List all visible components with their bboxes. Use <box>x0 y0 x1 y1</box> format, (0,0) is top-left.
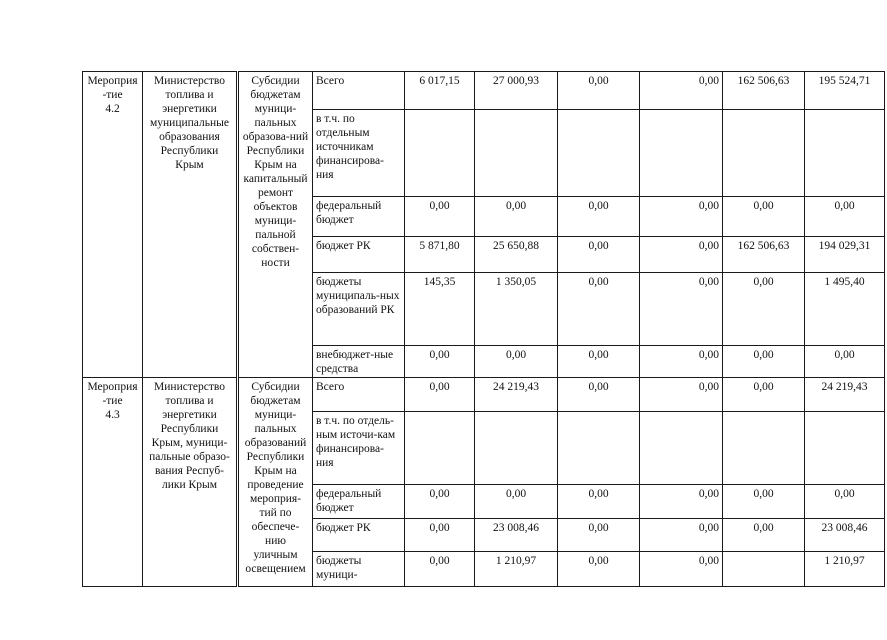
value-cell: 1 210,97 <box>475 552 558 587</box>
value-cell: 0,00 <box>805 485 885 519</box>
value-cell: 0,00 <box>405 346 475 378</box>
value-cell: 0,00 <box>405 197 475 237</box>
value-cell: 0,00 <box>558 346 640 378</box>
source-cell: федеральный бюджет <box>313 485 405 519</box>
value-cell: 162 506,63 <box>723 72 805 110</box>
value-cell: 6 017,15 <box>405 72 475 110</box>
value-cell: 0,00 <box>558 519 640 552</box>
value-cell: 145,35 <box>405 273 475 346</box>
source-cell: бюджет РК <box>313 237 405 273</box>
value-cell <box>475 412 558 485</box>
source-cell: Всего <box>313 378 405 412</box>
value-cell: 0,00 <box>475 485 558 519</box>
value-cell: 0,00 <box>640 552 723 587</box>
source-cell: федеральный бюджет <box>313 197 405 237</box>
value-cell: 0,00 <box>723 197 805 237</box>
value-cell: 0,00 <box>640 346 723 378</box>
value-cell <box>805 412 885 485</box>
description-cell: Субсидии бюджетам муници-пальных образова-ний Республики Крым на капитальный ремонт объектов муници-пальной собствен-ности <box>238 72 313 378</box>
value-cell: 25 650,88 <box>475 237 558 273</box>
value-cell <box>723 110 805 197</box>
value-cell <box>723 552 805 587</box>
value-cell: 24 219,43 <box>805 378 885 412</box>
source-cell: в т.ч. по отдельным источникам финансирова-ния <box>313 110 405 197</box>
value-cell: 0,00 <box>558 552 640 587</box>
description-cell: Субсидии бюджетам муници-пальных образований Республики Крым на проведение мероприя-тий по обеспече-нию уличным освещением <box>238 378 313 587</box>
table-body <box>83 72 885 587</box>
source-cell: внебюджет-ные средства <box>313 346 405 378</box>
value-cell <box>640 110 723 197</box>
value-cell: 1 210,97 <box>805 552 885 587</box>
value-cell <box>558 110 640 197</box>
value-cell: 0,00 <box>723 378 805 412</box>
value-cell: 195 524,71 <box>805 72 885 110</box>
value-cell: 0,00 <box>640 72 723 110</box>
value-cell: 162 506,63 <box>723 237 805 273</box>
value-cell: 0,00 <box>640 519 723 552</box>
value-cell: 0,00 <box>723 346 805 378</box>
value-cell: 0,00 <box>805 346 885 378</box>
value-cell <box>405 412 475 485</box>
source-cell: бюджеты муници- <box>313 552 405 587</box>
value-cell: 0,00 <box>723 519 805 552</box>
budget-table <box>82 71 885 587</box>
source-cell: в т.ч. по отдель-ным источи-кам финансирова-ния <box>313 412 405 485</box>
value-cell: 0,00 <box>640 197 723 237</box>
value-cell <box>405 110 475 197</box>
value-cell: 23 008,46 <box>805 519 885 552</box>
value-cell <box>640 412 723 485</box>
table-row <box>83 72 885 110</box>
value-cell <box>723 412 805 485</box>
value-cell: 0,00 <box>805 197 885 237</box>
value-cell: 0,00 <box>640 237 723 273</box>
source-cell: бюджет РК <box>313 519 405 552</box>
event-id-cell: Мероприя -тие 4.3 <box>83 378 143 587</box>
value-cell <box>475 110 558 197</box>
value-cell <box>558 412 640 485</box>
value-cell: 0,00 <box>723 273 805 346</box>
value-cell: 0,00 <box>405 552 475 587</box>
value-cell: 1 350,05 <box>475 273 558 346</box>
value-cell: 5 871,80 <box>405 237 475 273</box>
value-cell: 0,00 <box>475 346 558 378</box>
value-cell: 0,00 <box>640 273 723 346</box>
value-cell: 23 008,46 <box>475 519 558 552</box>
value-cell: 194 029,31 <box>805 237 885 273</box>
value-cell: 0,00 <box>405 485 475 519</box>
value-cell: 27 000,93 <box>475 72 558 110</box>
value-cell: 24 219,43 <box>475 378 558 412</box>
value-cell: 0,00 <box>475 197 558 237</box>
value-cell <box>805 110 885 197</box>
event-id-cell: Мероприя -тие 4.2 <box>83 72 143 378</box>
executor-cell: Министерство топлива и энергетики муниципальные образования Республики Крым <box>143 72 238 378</box>
value-cell: 0,00 <box>558 197 640 237</box>
executor-cell: Министерство топлива и энергетики Республики Крым, муници-пальные образо-вания Респуб-лики Крым <box>143 378 238 587</box>
value-cell: 0,00 <box>723 485 805 519</box>
value-cell: 0,00 <box>558 72 640 110</box>
value-cell: 1 495,40 <box>805 273 885 346</box>
value-cell: 0,00 <box>405 378 475 412</box>
value-cell: 0,00 <box>558 237 640 273</box>
value-cell: 0,00 <box>640 378 723 412</box>
value-cell: 0,00 <box>558 485 640 519</box>
value-cell: 0,00 <box>405 519 475 552</box>
value-cell: 0,00 <box>558 378 640 412</box>
source-cell: Всего <box>313 72 405 110</box>
value-cell: 0,00 <box>640 485 723 519</box>
value-cell: 0,00 <box>558 273 640 346</box>
table-row <box>83 378 885 412</box>
source-cell: бюджеты муниципаль-ных образований РК <box>313 273 405 346</box>
